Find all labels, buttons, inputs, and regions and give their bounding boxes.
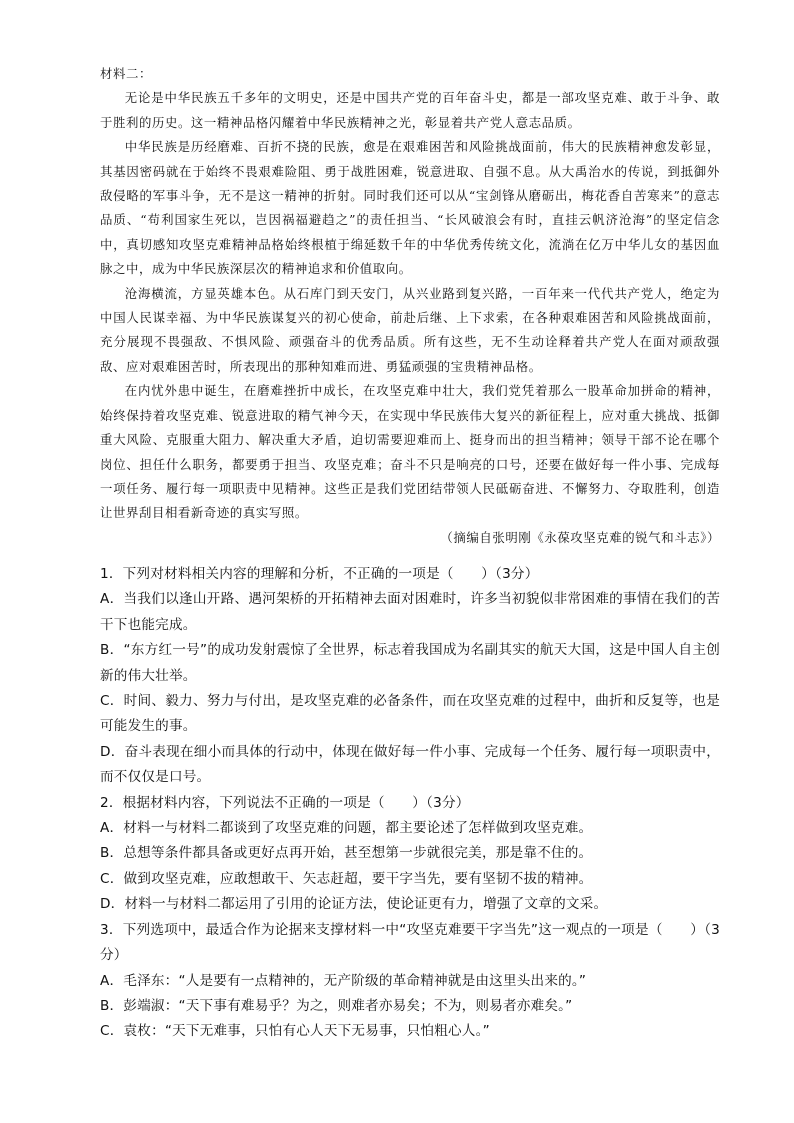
question-option: A．毛泽东：“人是要有一点精神的，无产阶级的革命精神就是由这里头出来的。” xyxy=(100,972,587,989)
question-option: A．材料一与材料二都谈到了攻坚克难的问题，都主要论述了怎样做到攻坚克难。 xyxy=(100,820,593,837)
material-source: （摘编自张明刚《永葆攻坚克难的锐气和斗志》） xyxy=(440,529,720,545)
question-option: D．奋斗表现在细小而具体的行动中，体现在做好每一件小事、完成每一个任务、履行每一项职责中，而不仅仅是口号。 xyxy=(100,743,720,786)
reading-material xyxy=(100,62,720,550)
question-option: C．时间、毅力、努力与付出，是攻坚克难的必备条件，而在攻坚克难的过程中，曲折和反复等，也是可能发生的事。 xyxy=(100,693,720,735)
material-paragraph: 在内忧外患中诞生，在磨难挫折中成长，在攻坚克难中壮大，我们党凭着那么一股革命加拼命的精神，始终保持着攻坚克难、锐意进取的精气神今天，在实现中华民族伟大复兴的新征程上，应对重大挑战、抵御重大风险、克服重大阻力、解决重大矛盾，迫切需要迎难而上、挺身而出的担当精神；领导干部不论在哪个岗位、担任什么职务，都要勇于担当、攻坚克难；奋斗不只是响亮的口号，还要在做好每一件小事、完成每一项任务、履行每一项职责中见精神。这些正是我们党团结带领人民砥砺奋进、不懈努力、夺取胜利，创造让世界刮目相看新奇迹的真实写照。 xyxy=(100,383,720,521)
material-paragraph: 中华民族是历经磨难、百折不挠的民族，愈是在艰难困苦和风险挑战面前，伟大的民族精神愈发彰显，其基因密码就在于始终不畏艰难险阻、勇于战胜困难，锐意进取、自强不息。从大禹治水的传说，到抵御外敌侵略的军事斗争，无不是这一精神的折射。同时我们还可以从“宝剑锋从磨砺出，梅花香自苦寒来”的意志品质、“苟利国家生死以，岂因祸福避趋之”的责任担当、“长风破浪会有时，直挂云帆济沧海”的坚定信念中，真切感知攻坚克难精神品格始终根植于绵延数千年的中华优秀传统文化，流淌在亿万中华儿女的基因血脉之中，成为中华民族深层次的精神追求和价值取向。 xyxy=(100,139,720,277)
question-option: B．总想等条件都具备或更好点再开始，甚至想第一步就很完美，那是靠不住的。 xyxy=(100,845,593,862)
question-option: B．彭端淑：“天下事有难易乎？为之，则难者亦易矣；不为，则易者亦难矣。” xyxy=(100,997,573,1014)
material-paragraph: 无论是中华民族五千多年的文明史，还是中国共产党的百年奋斗史，都是一部攻坚克难、敢于斗争、敢于胜利的历史。这一精神品格闪耀着中华民族精神之光，彰显着共产党人意志品质。 xyxy=(100,90,720,130)
question-option: B．“东方红一号”的成功发射震惊了全世界，标志着我国成为名副其实的航天大国，这是中国人自主创新的伟大壮举。 xyxy=(100,642,720,684)
question-stem: 3．下列选项中，最适合作为论据来支撑材料一中“攻坚克难要干字当先”这一观点的一项是（ ）（3分） xyxy=(100,921,720,964)
material-heading: 材料二： xyxy=(100,66,152,81)
question-option: A．当我们以逢山开路、遇河架桥的开拓精神去面对困难时，许多当初貌似非常困难的事情在我们的苦干下也能完成。 xyxy=(100,591,720,633)
questions-section xyxy=(100,562,720,1045)
material-paragraph: 沧海横流，方显英雄本色。从石库门到天安门，从兴业路到复兴路，一百年来一代代共产党人，绝定为中国人民谋幸福、为中华民族谋复兴的初心使命，前赴后继、上下求索，在各种艰难困苦和风险挑战面前，充分展现不畏强敌、不惧风险、顽强奋斗的优秀品质。所有这些，无不生动诠释着共产党人在面对顽敌强敌、应对艰难困苦时，所表现出的那种知难而进、勇猛顽强的宝贵精神品格。 xyxy=(100,285,720,374)
question-option: C．袁枚：“天下无难事，只怕有心人天下无易事，只怕粗心人。” xyxy=(100,1023,490,1040)
question-option: D．材料一与材料二都运用了引用的论证方法，使论证更有力，增强了文章的文采。 xyxy=(100,896,608,913)
question-option: C．做到攻坚克难，应敢想敢干、矢志赶超，要干字当先，要有坚韧不拔的精神。 xyxy=(100,870,593,887)
question-stem: 2．根据材料内容，下列说法不正确的一项是（ ）（3分） xyxy=(100,794,470,811)
question-stem: 1．下列对材料相关内容的理解和分析，不正确的一项是（ ）（3分） xyxy=(100,566,539,582)
